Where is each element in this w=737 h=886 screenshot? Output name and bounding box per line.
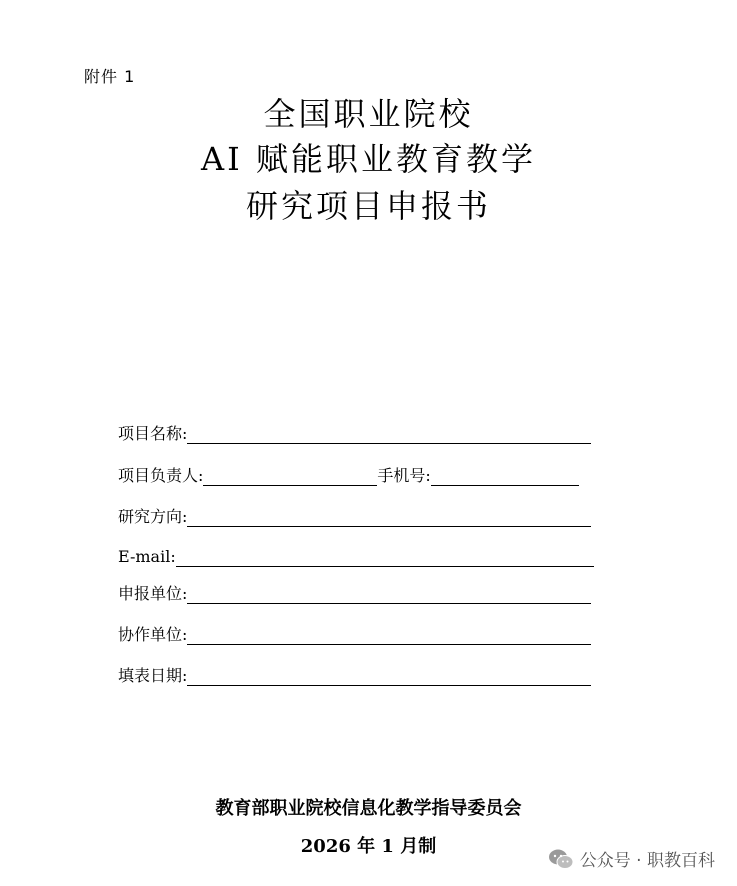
attachment-label: 附件 1 — [84, 67, 136, 86]
date-made: 2026 年 1 月制 — [300, 836, 437, 857]
phone-label: 手机号: — [377, 466, 431, 485]
cooperating-unit-line[interactable] — [187, 624, 591, 645]
project-leader-label: 项目负责人: — [118, 466, 204, 485]
cooperating-unit-label: 协作单位: — [118, 625, 188, 644]
fill-date-label: 填表日期: — [118, 666, 188, 685]
research-direction-label: 研究方向: — [118, 507, 188, 526]
project-name-field — [118, 420, 591, 444]
project-leader-field — [118, 462, 579, 486]
fill-date-line[interactable] — [187, 665, 591, 686]
watermark-text: 公众号 · 职教百科 — [579, 851, 715, 871]
cooperating-unit-field — [118, 621, 591, 645]
project-name-line[interactable] — [187, 423, 591, 444]
research-direction-field — [118, 503, 591, 527]
email-label: E-mail: — [118, 547, 176, 566]
wechat-icon — [548, 848, 574, 870]
email-line[interactable] — [176, 546, 594, 567]
project-name-label: 项目名称: — [118, 424, 188, 443]
organization-name: 教育部职业院校信息化教学指导委员会 — [215, 798, 522, 819]
title-line-2: AI 赋能职业教育教学 — [201, 140, 536, 178]
watermark — [548, 846, 715, 871]
email-field — [118, 543, 594, 567]
fill-date-field — [118, 662, 591, 686]
applicant-unit-field — [118, 580, 591, 604]
research-direction-line[interactable] — [187, 506, 591, 527]
title-line-3: 研究项目申报书 — [245, 187, 491, 225]
applicant-unit-label: 申报单位: — [118, 584, 188, 603]
phone-line[interactable] — [431, 465, 579, 486]
project-leader-line[interactable] — [203, 465, 377, 486]
title-line-1: 全国职业院校 — [263, 95, 474, 133]
applicant-unit-line[interactable] — [187, 583, 591, 604]
